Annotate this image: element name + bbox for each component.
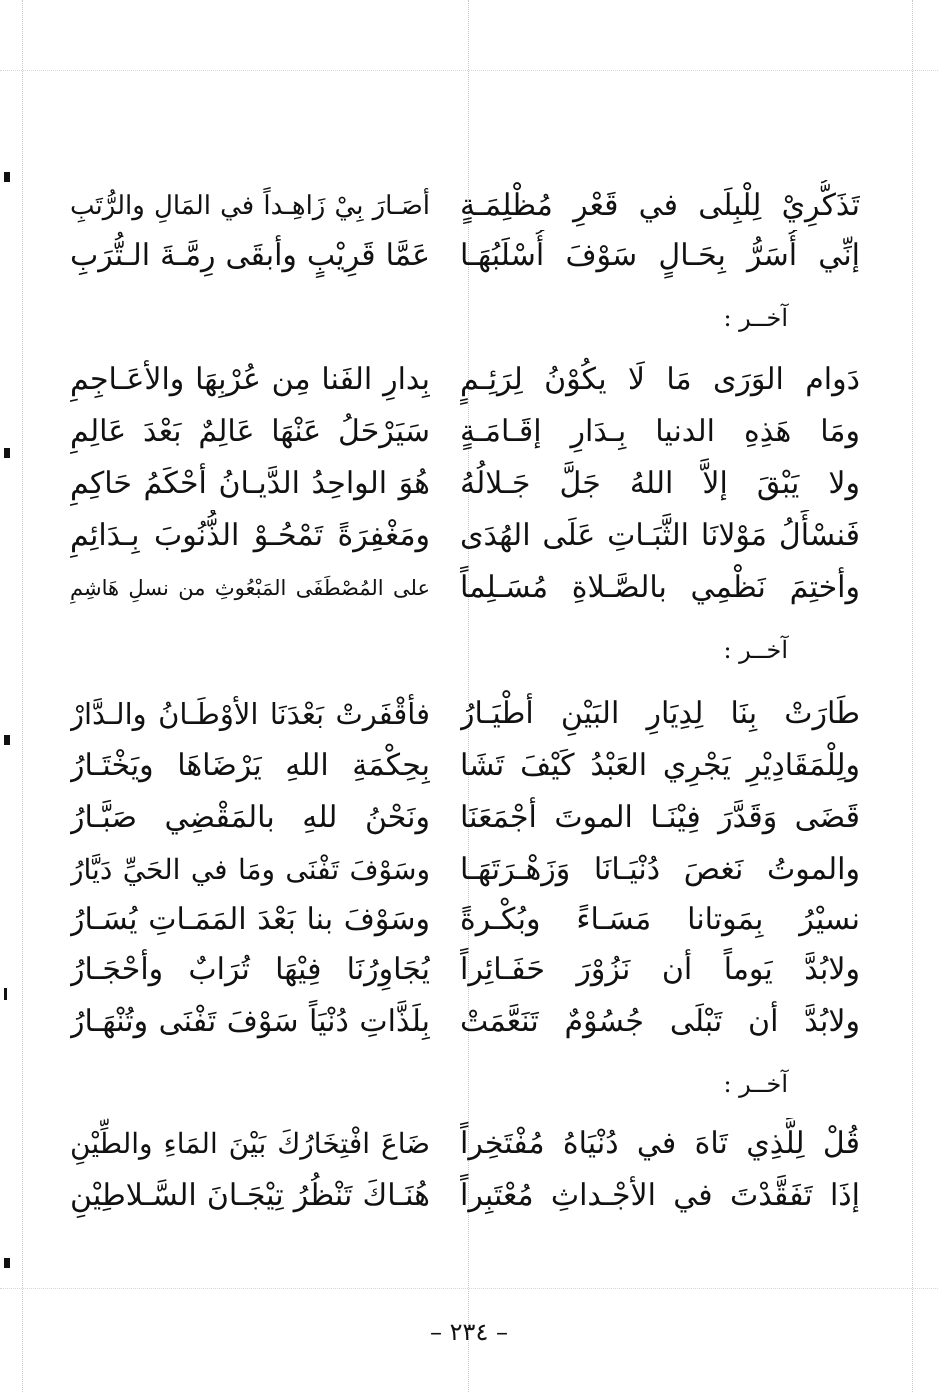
verse-first-half: طَارَتْ بِنَا لِدِيَارِ البَيْنِ أطْيَـارُ (460, 696, 860, 731)
verse-first-half: قُلْ لِلَّذِي تَاهَ في دُنْيَاهُ مُفْتَخِراً (460, 1126, 860, 1161)
verse-first-half: ومَا هَذِهِ الدنيا بِـدَارِ إقَـامَـةٍ (460, 414, 860, 449)
verse-second-half: على المُصْطَفَى المَبْعُوثِ من نسلِ هَاشِمِ (70, 576, 430, 600)
verse-line (70, 1118, 860, 1170)
verse-first-half: فَنسْأَلُ مَوْلانَا الثَّبَـاتِ عَلَى الهُدَى (460, 518, 860, 553)
verse-first-half: ولابُدَّ يَوماً أن نَزُوْرَ حَفَـائِراً (460, 952, 860, 987)
verse-second-half: بِدارِ الفَنا مِن عُرْبِهَا والأعَـاجِمِ (70, 362, 430, 397)
verse-first-half: ولا يَبْقَ إلاَّ اللهُ جَلَّ جَـلالُهُ (460, 466, 860, 501)
verse-second-half: هُوَ الواحِدُ الدَّيـانُ أحْكَمُ حَاكِمِ (70, 466, 430, 501)
verse-first-half: ولِلْمَقَادِيْرِ يَجْرِي العَبْدُ كَيْفَ تَشَا (460, 748, 860, 783)
margin-mark (4, 172, 10, 182)
verse-line (70, 1170, 860, 1222)
verse-first-half: دَوام الوَرَى مَا لَا يكُوْنُ لِرَئِـمٍ (460, 362, 860, 397)
verse-line (70, 180, 860, 232)
verse-first-half: ولابُدَّ أن تَبْلَى جُسُوْمٌ تَنَعَّمَتْ (460, 1004, 860, 1039)
verse-first-half: إذَا تَفَقَّدْتَ في الأجْـداثِ مُعْتَبِراً (460, 1178, 860, 1213)
verse-second-half: ضَاعَ افْتِخَارُكَ بَيْنَ المَاءِ والطِّيْنِ (70, 1127, 430, 1160)
margin-mark (4, 988, 7, 1000)
verse-line (70, 510, 860, 562)
verse-second-half: سَيَرْحَلُ عَنْهَا عَالِمٌ بَعْدَ عَالِمِ (70, 414, 430, 449)
scan-guide-line (22, 0, 23, 1392)
margin-mark (4, 735, 10, 745)
verse-line (70, 688, 860, 740)
verse-first-half: وأختِمَ نَظْمِي بالصَّـلاةِ مُسَـلِماً (460, 570, 860, 605)
verse-line (70, 406, 860, 458)
verse-second-half: أصَـارَ بِيْ زَاهِـداً في المَالِ والرُّتَبِ (70, 191, 430, 221)
verse-first-half: والموتُ نَغصَ دُنْيَـانَا وَزَهْـرَتَهَـا (460, 852, 860, 887)
verse-second-half: وسَوْفَ تَفْنَى ومَا في الحَيِّ دَيَّارُ (70, 853, 430, 886)
verse-second-half: وسَوْفَ بنا بَعْدَ المَمَـاتِ يُسَـارُ (70, 902, 430, 937)
margin-mark (4, 1258, 10, 1268)
stanza-heading: آخــر : (723, 636, 788, 664)
verse-second-half: يُجَاوِرُنَا فِيْهَا تُرَابٌ وأحْجَـارُ (70, 952, 430, 987)
verse-first-half: نسيْرُ بِمَوتانا مَسَـاءً وبُكْـرةً (460, 902, 860, 937)
verse-first-half: تَذَكُّرِيْ لِلْبِلَى في قَعْرِ مُظْلِمَـةٍ (460, 188, 860, 223)
stanza-heading: آخــر : (723, 1070, 788, 1098)
verse-line (70, 844, 860, 896)
page-number: – ٢٣٤ – (430, 1318, 508, 1346)
verse-line (70, 354, 860, 406)
verse-line (70, 944, 860, 996)
stanza-heading: آخــر : (723, 304, 788, 332)
scan-guide-line (912, 0, 913, 1392)
verse-second-half: هُنَـاكَ تَنْظُرُ تِيْجَـانَ السَّـلاطِيْنِ (70, 1178, 430, 1213)
scan-guide-line (0, 1288, 938, 1289)
verse-line (70, 230, 860, 282)
verse-second-half: عَمَّا قَرِيْبٍ وأبقَى رِمَّـةَ الـتُّرَبِ (70, 238, 430, 273)
verse-line (70, 740, 860, 792)
verse-second-half: بِلَذَّاتِ دُنْيَاً سَوْفَ تَفْنَى وتُنْهَـارُ (70, 1004, 430, 1039)
verse-second-half: بِحِكْمَةِ اللهِ يَرْضَاهَا ويَخْتَـارُ (70, 748, 430, 783)
margin-mark (4, 448, 10, 458)
verse-line (70, 996, 860, 1048)
verse-second-half: فأقْفَرتْ بَعْدَنَا الأوْطَـانُ والـدَّارْ (70, 697, 430, 731)
verse-first-half: قَضَى وَقَدَّرَ فِيْنَـا الموتَ أجْمَعَنَا (460, 800, 860, 835)
verse-line (70, 458, 860, 510)
verse-first-half: إنِّي أُسَرُّ بِحَـالٍ سَوْفَ أُسْلَبُهَـا (460, 238, 860, 273)
verse-second-half: ونَحْنُ للهِ بالمَقْضِي صَبَّـارُ (70, 800, 430, 835)
verse-line (70, 792, 860, 844)
verse-line (70, 894, 860, 946)
verse-second-half: ومَغْفِرَةً تَمْحُـوْ الذُّنُوبَ بِـدَائِمِ (70, 518, 430, 553)
scan-guide-line (0, 70, 938, 71)
verse-line (70, 562, 860, 614)
